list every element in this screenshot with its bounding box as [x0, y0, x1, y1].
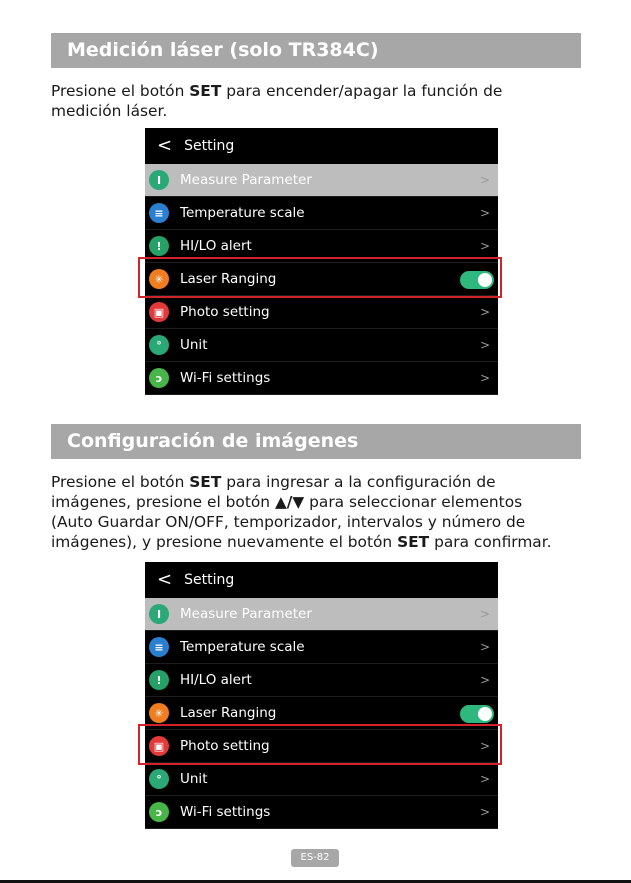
unit-icon: ° — [149, 769, 169, 789]
laser-description — [51, 81, 591, 121]
menu-item-photo-setting[interactable] — [145, 730, 498, 763]
unit-icon: ° — [149, 335, 169, 355]
menu-item-label: Unit — [180, 337, 208, 353]
chevron-right-icon: > — [479, 305, 490, 319]
menu-item-label: HI/LO alert — [180, 238, 252, 254]
sliders-icon: ≡ — [149, 203, 169, 223]
alert-icon: ! — [149, 670, 169, 690]
screen-header — [145, 128, 498, 164]
thermometer-icon: I — [149, 170, 169, 190]
para-line: Presione el botón SET para ingresar a la configuración de — [51, 473, 496, 491]
para-line: Presione el botón SET para encender/apagar la función de — [51, 82, 503, 100]
chevron-right-icon: > — [479, 173, 490, 187]
menu-item-label: Wi-Fi settings — [180, 804, 271, 820]
laser-ranging-toggle[interactable] — [460, 705, 494, 723]
wifi-icon: ↄ — [149, 368, 169, 388]
menu-item-label: Measure Parameter — [180, 172, 312, 188]
menu-item-label: Temperature scale — [180, 205, 305, 221]
alert-icon: ! — [149, 236, 169, 256]
menu-item-label: Laser Ranging — [180, 705, 277, 721]
menu-item-label: Wi-Fi settings — [180, 370, 271, 386]
menu-item-measure-parameter[interactable] — [145, 164, 498, 197]
menu-item-label: Photo setting — [180, 738, 270, 754]
device-screen-photo — [145, 562, 498, 829]
chevron-right-icon: > — [479, 607, 490, 621]
para-line: medición láser. — [51, 102, 168, 120]
page-number: ES-82 — [291, 849, 339, 867]
menu-item-label: Measure Parameter — [180, 606, 312, 622]
screen-title: Setting — [184, 138, 235, 154]
images-description — [51, 472, 591, 552]
menu-item-label: HI/LO alert — [180, 672, 252, 688]
screen-header — [145, 562, 498, 598]
chevron-right-icon: > — [479, 640, 490, 654]
menu-item-unit[interactable] — [145, 329, 498, 362]
wifi-icon: ↄ — [149, 802, 169, 822]
para-line: imágenes), y presione nuevamente el botón SET para confirmar. — [51, 533, 552, 551]
menu-item-label: Laser Ranging — [180, 271, 277, 287]
menu-item-unit[interactable] — [145, 763, 498, 796]
back-icon[interactable]: < — [157, 569, 173, 590]
menu-item-laser-ranging[interactable] — [145, 697, 498, 730]
menu-item-measure-parameter[interactable] — [145, 598, 498, 631]
laser-icon: ✳ — [149, 703, 169, 723]
chevron-right-icon: > — [479, 338, 490, 352]
sliders-icon: ≡ — [149, 637, 169, 657]
section-title-laser: Medición láser (solo TR384C) — [51, 33, 581, 68]
thermometer-icon: I — [149, 604, 169, 624]
chevron-right-icon: > — [479, 739, 490, 753]
menu-item-hilo-alert[interactable] — [145, 664, 498, 697]
menu-item-laser-ranging[interactable] — [145, 263, 498, 296]
menu-item-wifi-settings[interactable] — [145, 362, 498, 395]
section-title-images: Configuración de imágenes — [51, 424, 581, 459]
device-screen-laser — [145, 128, 498, 395]
menu-item-label: Photo setting — [180, 304, 270, 320]
para-line: imágenes, presione el botón ▲/▼ para seleccionar elementos — [51, 493, 523, 511]
chevron-right-icon: > — [479, 805, 490, 819]
menu-item-photo-setting[interactable] — [145, 296, 498, 329]
menu-item-temperature-scale[interactable] — [145, 631, 498, 664]
laser-ranging-toggle[interactable] — [460, 271, 494, 289]
chevron-right-icon: > — [479, 673, 490, 687]
chevron-right-icon: > — [479, 206, 490, 220]
menu-item-hilo-alert[interactable] — [145, 230, 498, 263]
para-line: (Auto Guardar ON/OFF, temporizador, intervalos y número de — [51, 513, 526, 531]
photo-icon: ▣ — [149, 302, 169, 322]
laser-icon: ✳ — [149, 269, 169, 289]
chevron-right-icon: > — [479, 239, 490, 253]
chevron-right-icon: > — [479, 371, 490, 385]
back-icon[interactable]: < — [157, 135, 173, 156]
screen-title: Setting — [184, 572, 235, 588]
chevron-right-icon: > — [479, 772, 490, 786]
menu-item-temperature-scale[interactable] — [145, 197, 498, 230]
photo-icon: ▣ — [149, 736, 169, 756]
menu-item-label: Unit — [180, 771, 208, 787]
menu-item-label: Temperature scale — [180, 639, 305, 655]
menu-item-wifi-settings[interactable] — [145, 796, 498, 829]
